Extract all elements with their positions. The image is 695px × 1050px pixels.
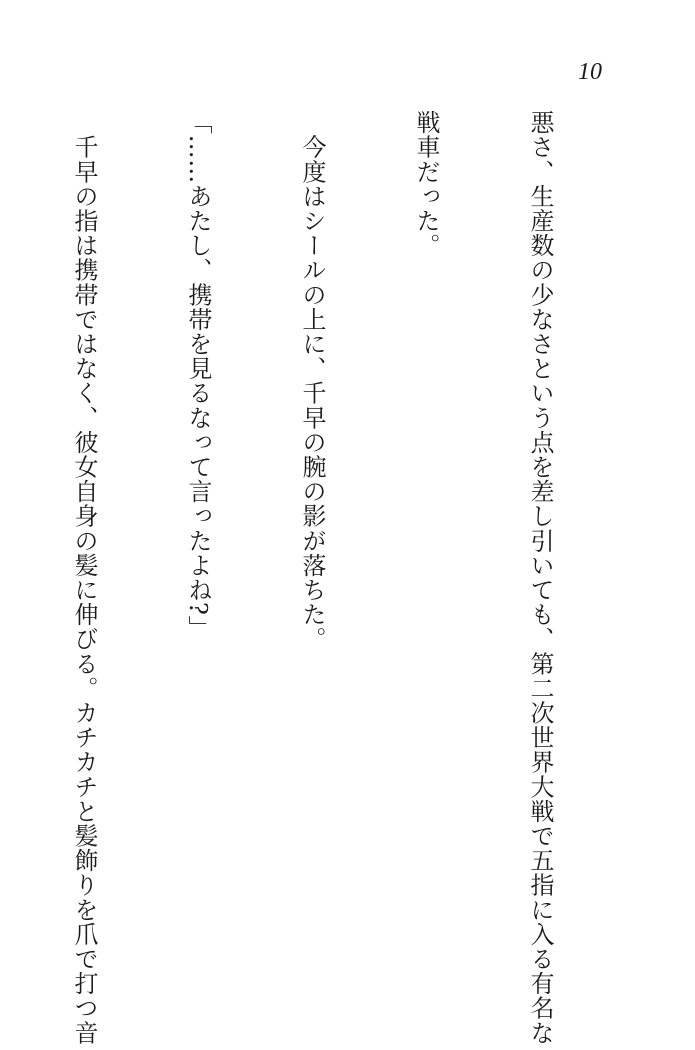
text-line: 戦車だった。: [412, 110, 440, 258]
text-line: 千早の指は携帯ではなく、彼女自身の髪に伸びる。カチカチと髪飾りを爪で打つ音: [70, 110, 98, 1045]
text-line: 「……あたし、携帯を見るなって言ったよね?」: [184, 110, 212, 641]
vertical-text-body: [0, 110, 635, 1045]
page-number: 10: [578, 59, 602, 85]
text-line: 今度はシールの上に、千早の腕の影が落ちた。: [298, 110, 326, 652]
text-line: 悪さ、生産数の少なさという点を差し引いても、第二次世界大戦で五指に入る有名な: [526, 110, 554, 1045]
